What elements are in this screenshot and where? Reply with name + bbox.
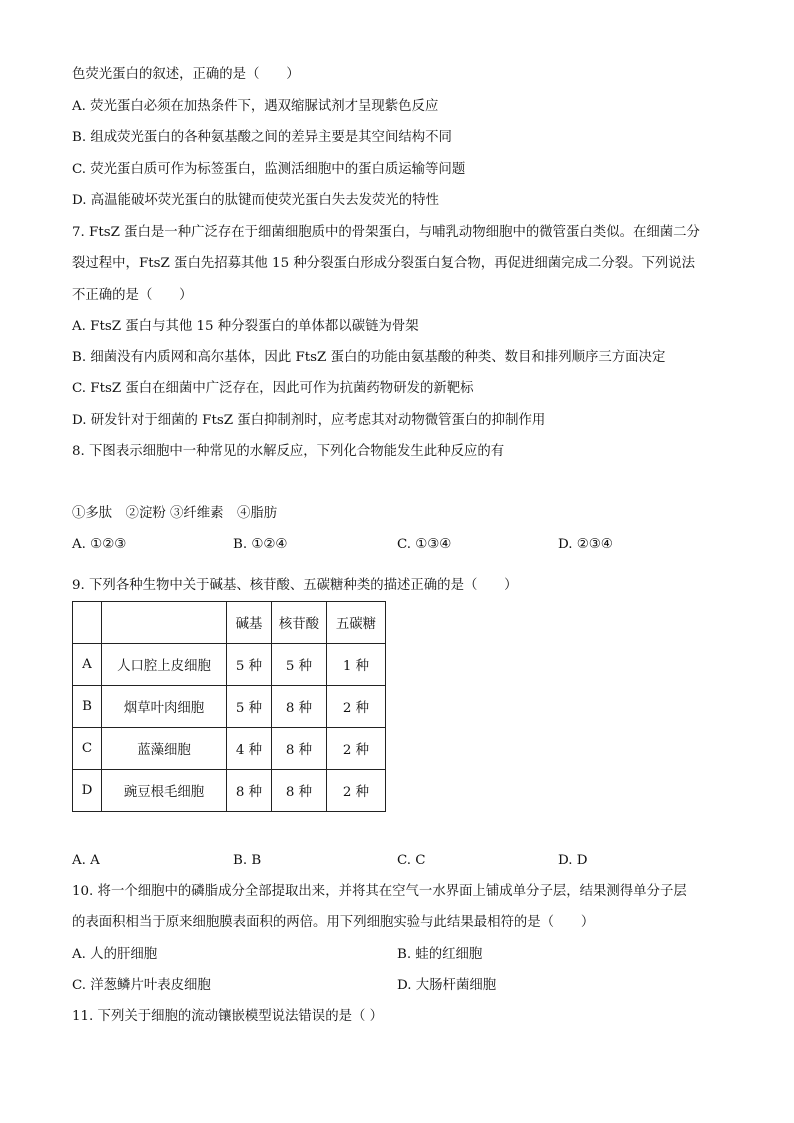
q9-option-c: C. C [397, 853, 426, 868]
table-cell: B [73, 686, 102, 728]
table-cell: 8 种 [272, 686, 327, 728]
q8-option-d: D. ②③④ [558, 537, 613, 552]
q9-option-b: B. B [233, 853, 262, 868]
table-row [73, 644, 386, 686]
q10-stem-line-1: 10. 将一个细胞中的磷脂成分全部提取出来，并将其在空气一水界面上铺成单分子层，结果测得单分子层 [72, 884, 687, 899]
table-cell: 5 种 [227, 686, 272, 728]
q10-option-d: D. 大肠杆菌细胞 [397, 978, 497, 993]
q9-table [72, 601, 386, 812]
q9-stem: 9. 下列各种生物中关于碱基、核苷酸、五碳糖种类的描述正确的是（ ） [72, 578, 518, 593]
table-cell: 豌豆根毛细胞 [102, 770, 227, 812]
table-header-row [73, 602, 386, 644]
table-cell: 烟草叶肉细胞 [102, 686, 227, 728]
q6-option-c: C. 荧光蛋白质可作为标签蛋白，监测活细胞中的蛋白质运输等问题 [72, 162, 466, 177]
q8-option-c: C. ①③④ [397, 537, 452, 552]
table-cell: 8 种 [272, 770, 327, 812]
q6-option-a: A. 荧光蛋白必须在加热条件下，遇双缩脲试剂才呈现紫色反应 [72, 99, 439, 114]
table-row [73, 686, 386, 728]
q10-option-c: C. 洋葱鳞片叶表皮细胞 [72, 978, 211, 993]
table-cell: 人口腔上皮细胞 [102, 644, 227, 686]
q6-option-b: B. 组成荧光蛋白的各种氨基酸之间的差异主要是其空间结构不同 [72, 130, 452, 145]
table-cell: 5 种 [272, 644, 327, 686]
q8-stem: 8. 下图表示细胞中一种常见的水解反应，下列化合物能发生此种反应的有 [72, 444, 505, 459]
table-header-cell [102, 602, 227, 644]
q8-option-a: A. ①②③ [72, 537, 127, 552]
q7-stem-line-1: 7. FtsZ 蛋白是一种广泛存在于细菌细胞质中的骨架蛋白，与哺乳动物细胞中的微管蛋白类似。在细菌二分 [72, 225, 700, 240]
q7-stem-line-2: 裂过程中，FtsZ 蛋白先招募其他 15 种分裂蛋白形成分裂蛋白复合物，再促进细菌完成二分裂。下列说法 [72, 256, 696, 271]
table-header-cell: 五碳糖 [327, 602, 386, 644]
q7-option-d: D. 研发针对于细菌的 FtsZ 蛋白抑制剂时，应考虑其对动物微管蛋白的抑制作用 [72, 413, 546, 428]
q10-option-a: A. 人的肝细胞 [72, 947, 158, 962]
q7-stem-line-3: 不正确的是（ ） [72, 288, 193, 303]
table-header-cell: 核苷酸 [272, 602, 327, 644]
q6-stem: 色荧光蛋白的叙述，正确的是（ ） [72, 67, 300, 82]
table-cell: 蓝藻细胞 [102, 728, 227, 770]
table-row [73, 770, 386, 812]
q11-stem: 11. 下列关于细胞的流动镶嵌模型说法错误的是（ ） [72, 1009, 384, 1024]
table-cell: 2 种 [327, 728, 386, 770]
table-cell: 8 种 [227, 770, 272, 812]
table-cell: 5 种 [227, 644, 272, 686]
q7-option-b: B. 细菌没有内质网和高尔基体，因此 FtsZ 蛋白的功能由氨基酸的种类、数目和排列顺序三方面决定 [72, 350, 666, 365]
table-header-cell [73, 602, 102, 644]
table-cell: 2 种 [327, 770, 386, 812]
q10-stem-line-2: 的表面积相当于原来细胞膜表面积的两倍。用下列细胞实验与此结果最相符的是（ ） [72, 915, 595, 930]
q6-option-d: D. 高温能破坏荧光蛋白的肽键而使荧光蛋白失去发荧光的特性 [72, 193, 439, 208]
q7-option-c: C. FtsZ 蛋白在细菌中广泛存在，因此可作为抗菌药物研发的新靶标 [72, 381, 474, 396]
table-row [73, 728, 386, 770]
q7-option-a: A. FtsZ 蛋白与其他 15 种分裂蛋白的单体都以碳链为骨架 [72, 319, 419, 334]
table-header-cell: 碱基 [227, 602, 272, 644]
table-cell: D [73, 770, 102, 812]
q8-option-b: B. ①②④ [233, 537, 288, 552]
table-cell: 2 种 [327, 686, 386, 728]
table-cell: 1 种 [327, 644, 386, 686]
q10-option-b: B. 蛙的红细胞 [397, 947, 483, 962]
q9-option-d: D. D [558, 853, 588, 868]
table-cell: C [73, 728, 102, 770]
table-cell: A [73, 644, 102, 686]
q9-option-a: A. A [72, 853, 100, 868]
table-cell: 4 种 [227, 728, 272, 770]
q8-items: ①多肽 ②淀粉 ③纤维素 ④脂肪 [72, 506, 278, 521]
table-cell: 8 种 [272, 728, 327, 770]
